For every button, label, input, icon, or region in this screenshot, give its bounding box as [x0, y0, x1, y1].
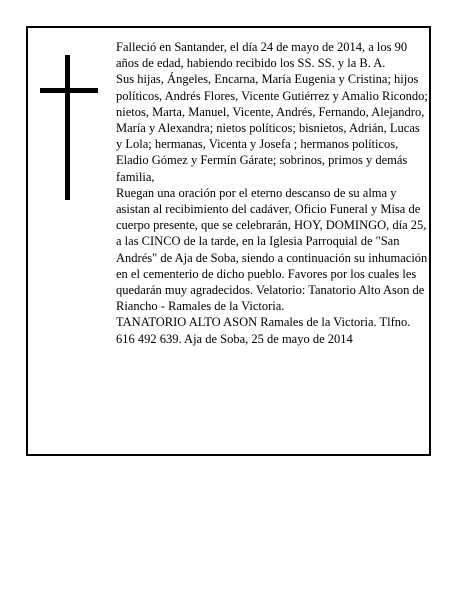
- cross-vertical-bar: [65, 55, 70, 200]
- funeral-details: Ruegan una oración por el eterno descanso de su alma y asistan al recibimiento del cadáver, Oficio Funeral y Misa de cuerpo presente, que se celebrarán, HOY, DOMINGO, día 25, a las CINCO de la tarde, en la Iglesia Parroquial de "San Andrés" de Aja de Soba, siendo a continuación su inhumación en el cementerio de dicho pueblo. Favores por los cuales les quedarán muy agradecidos. Velatorio: Tanatorio Alto Ason de Riancho - Ramales de la Victoria.: [116, 185, 428, 314]
- family-list: Sus hijas, Ángeles, Encarna, María Eugenia y Cristina; hijos políticos, Andrés Flores, Vicente Gutiérrez y Amalio Ricondo; nietos, Marta, Manuel, Vicente, Andrés, Fernando, Alejandro, María y Alexandra; nietos políticos; bisnietos, Adrián, Lucas y Lola; hermanas, Vicenta y Josefa ; hermanos políticos, Eladio Gómez y Fermín Gárate; sobrinos, primos y demás familia,: [116, 72, 428, 184]
- funeral-home-contact: TANATORIO ALTO ASON Ramales de la Victoria. Tlfno. 616 492 639. Aja de Soba, 25 de mayo de 2014: [116, 315, 411, 346]
- notice-text: [116, 39, 428, 347]
- death-announcement: Falleció en Santander, el día 24 de mayo de 2014, a los 90 años de edad, habiendo recibido los SS. SS. y la B. A.: [116, 40, 408, 71]
- cross-horizontal-bar: [40, 88, 98, 93]
- obituary-notice: [26, 26, 431, 456]
- cross-icon: [40, 55, 100, 200]
